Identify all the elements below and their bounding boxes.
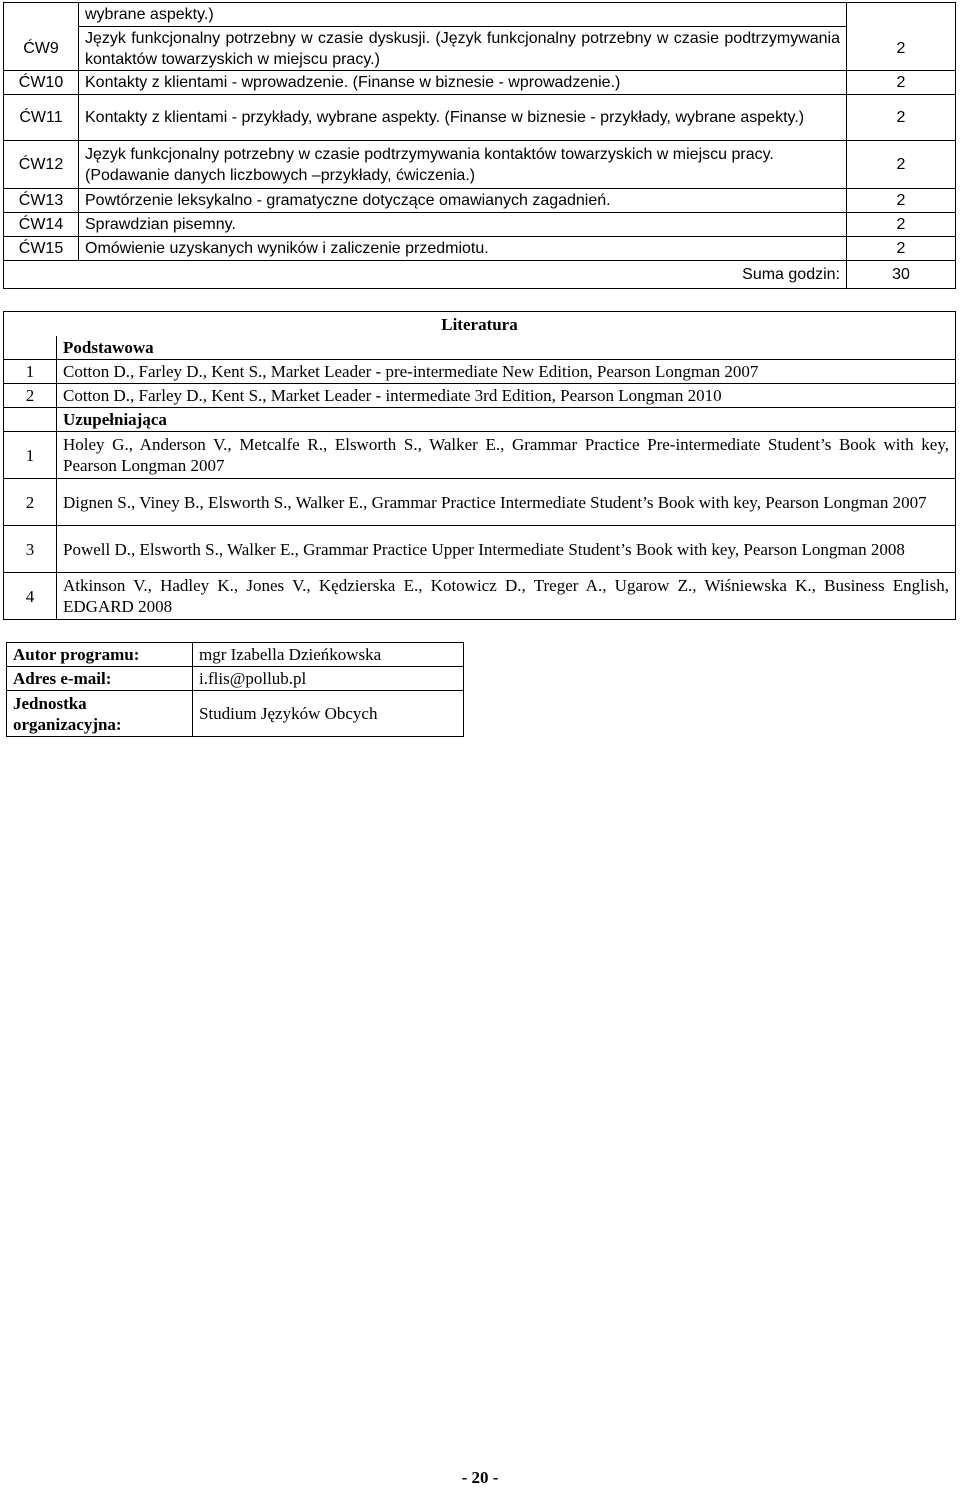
table-row (4, 573, 956, 620)
exercise-code (4, 3, 79, 27)
exercises-table (3, 2, 956, 289)
entry-text: Holey G., Anderson V., Metcalfe R., Elsworth S., Walker E., Grammar Practice Pre-intermediate Student’s Book with key, Pearson Longman 2007 (57, 432, 956, 479)
exercise-hours: 2 (847, 27, 956, 71)
exercise-hours: 2 (847, 189, 956, 213)
literature-table (3, 311, 956, 620)
table-row (4, 95, 956, 141)
exercise-description: Omówienie uzyskanych wyników i zaliczenie przedmiotu. (79, 237, 847, 261)
sum-label: Suma godzin: (4, 261, 847, 289)
entry-number: 3 (4, 526, 57, 573)
entry-text: Cotton D., Farley D., Kent S., Market Leader - pre-intermediate New Edition, Pearson Longman 2007 (57, 360, 956, 384)
supplementary-label: Uzupełniająca (57, 408, 956, 432)
entry-number: 1 (4, 432, 57, 479)
table-row (7, 691, 464, 737)
table-row (4, 360, 956, 384)
entry-number: 2 (4, 384, 57, 408)
section-number-cell (4, 408, 57, 432)
exercise-description: Powtórzenie leksykalno - gramatyczne dotyczące omawianych zagadnień. (79, 189, 847, 213)
exercise-hours (847, 3, 956, 27)
basic-label: Podstawowa (57, 336, 956, 360)
exercise-hours: 2 (847, 95, 956, 141)
table-row (7, 643, 464, 667)
section-row (4, 408, 956, 432)
exercise-description: Kontakty z klientami - przykłady, wybrane aspekty. (Finanse w biznesie - przykłady, wybrane aspekty.) (79, 95, 847, 141)
table-row (4, 71, 956, 95)
author-table (6, 642, 464, 737)
entry-text: Dignen S., Viney B., Elsworth S., Walker E., Grammar Practice Intermediate Student’s Book with key, Pearson Longman 2007 (57, 479, 956, 526)
exercise-code: ĆW9 (4, 27, 79, 71)
table-row (4, 432, 956, 479)
entry-number: 1 (4, 360, 57, 384)
email-value: i.flis@pollub.pl (193, 667, 464, 691)
table-row (4, 237, 956, 261)
table-row (4, 141, 956, 189)
unit-label: Jednostka organizacyjna: (7, 691, 193, 737)
table-row (4, 27, 956, 71)
sum-row (4, 261, 956, 289)
table-row (7, 667, 464, 691)
entry-number: 2 (4, 479, 57, 526)
table-row (4, 3, 956, 27)
page-number: - 20 - (461, 1468, 499, 1487)
email-label: Adres e-mail: (7, 667, 193, 691)
exercise-description: Kontakty z klientami - wprowadzenie. (Finanse w biznesie - wprowadzenie.) (79, 71, 847, 95)
table-row (4, 213, 956, 237)
entry-text: Atkinson V., Hadley K., Jones V., Kędzierska E., Kotowicz D., Treger A., Ugarow Z., Wiśniewska K., Business English, EDGARD 2008 (57, 573, 956, 620)
literature-title: Literatura (4, 312, 956, 336)
unit-value: Studium Języków Obcych (193, 691, 464, 737)
table-row (4, 479, 956, 526)
exercise-code: ĆW11 (4, 95, 79, 141)
exercise-code: ĆW12 (4, 141, 79, 189)
literature-title-row (4, 312, 956, 336)
entry-text: Powell D., Elsworth S., Walker E., Grammar Practice Upper Intermediate Student’s Book with key, Pearson Longman 2008 (57, 526, 956, 573)
exercise-hours: 2 (847, 213, 956, 237)
exercise-hours: 2 (847, 71, 956, 95)
exercise-code: ĆW14 (4, 213, 79, 237)
exercise-code: ĆW15 (4, 237, 79, 261)
exercise-hours: 2 (847, 237, 956, 261)
sum-value: 30 (847, 261, 956, 289)
author-label: Autor programu: (7, 643, 193, 667)
exercise-description: Sprawdzian pisemny. (79, 213, 847, 237)
table-row (4, 526, 956, 573)
exercise-code: ĆW13 (4, 189, 79, 213)
table-row (4, 384, 956, 408)
entry-number: 4 (4, 573, 57, 620)
exercise-description: Język funkcjonalny potrzebny w czasie dyskusji. (Język funkcjonalny potrzebny w czasie podtrzymywania kontaktów towarzyskich w miejscu pracy.) (79, 27, 847, 71)
section-row (4, 336, 956, 360)
section-number-cell (4, 336, 57, 360)
exercise-code: ĆW10 (4, 71, 79, 95)
entry-text: Cotton D., Farley D., Kent S., Market Leader - intermediate 3rd Edition, Pearson Longman 2010 (57, 384, 956, 408)
author-value: mgr Izabella Dzieńkowska (193, 643, 464, 667)
exercise-hours: 2 (847, 141, 956, 189)
exercise-description: Język funkcjonalny potrzebny w czasie podtrzymywania kontaktów towarzyskich w miejscu pracy. (Podawanie danych liczbowych –przykłady, ćwiczenia.) (79, 141, 847, 189)
exercise-description: wybrane aspekty.) (79, 3, 847, 27)
table-row (4, 189, 956, 213)
